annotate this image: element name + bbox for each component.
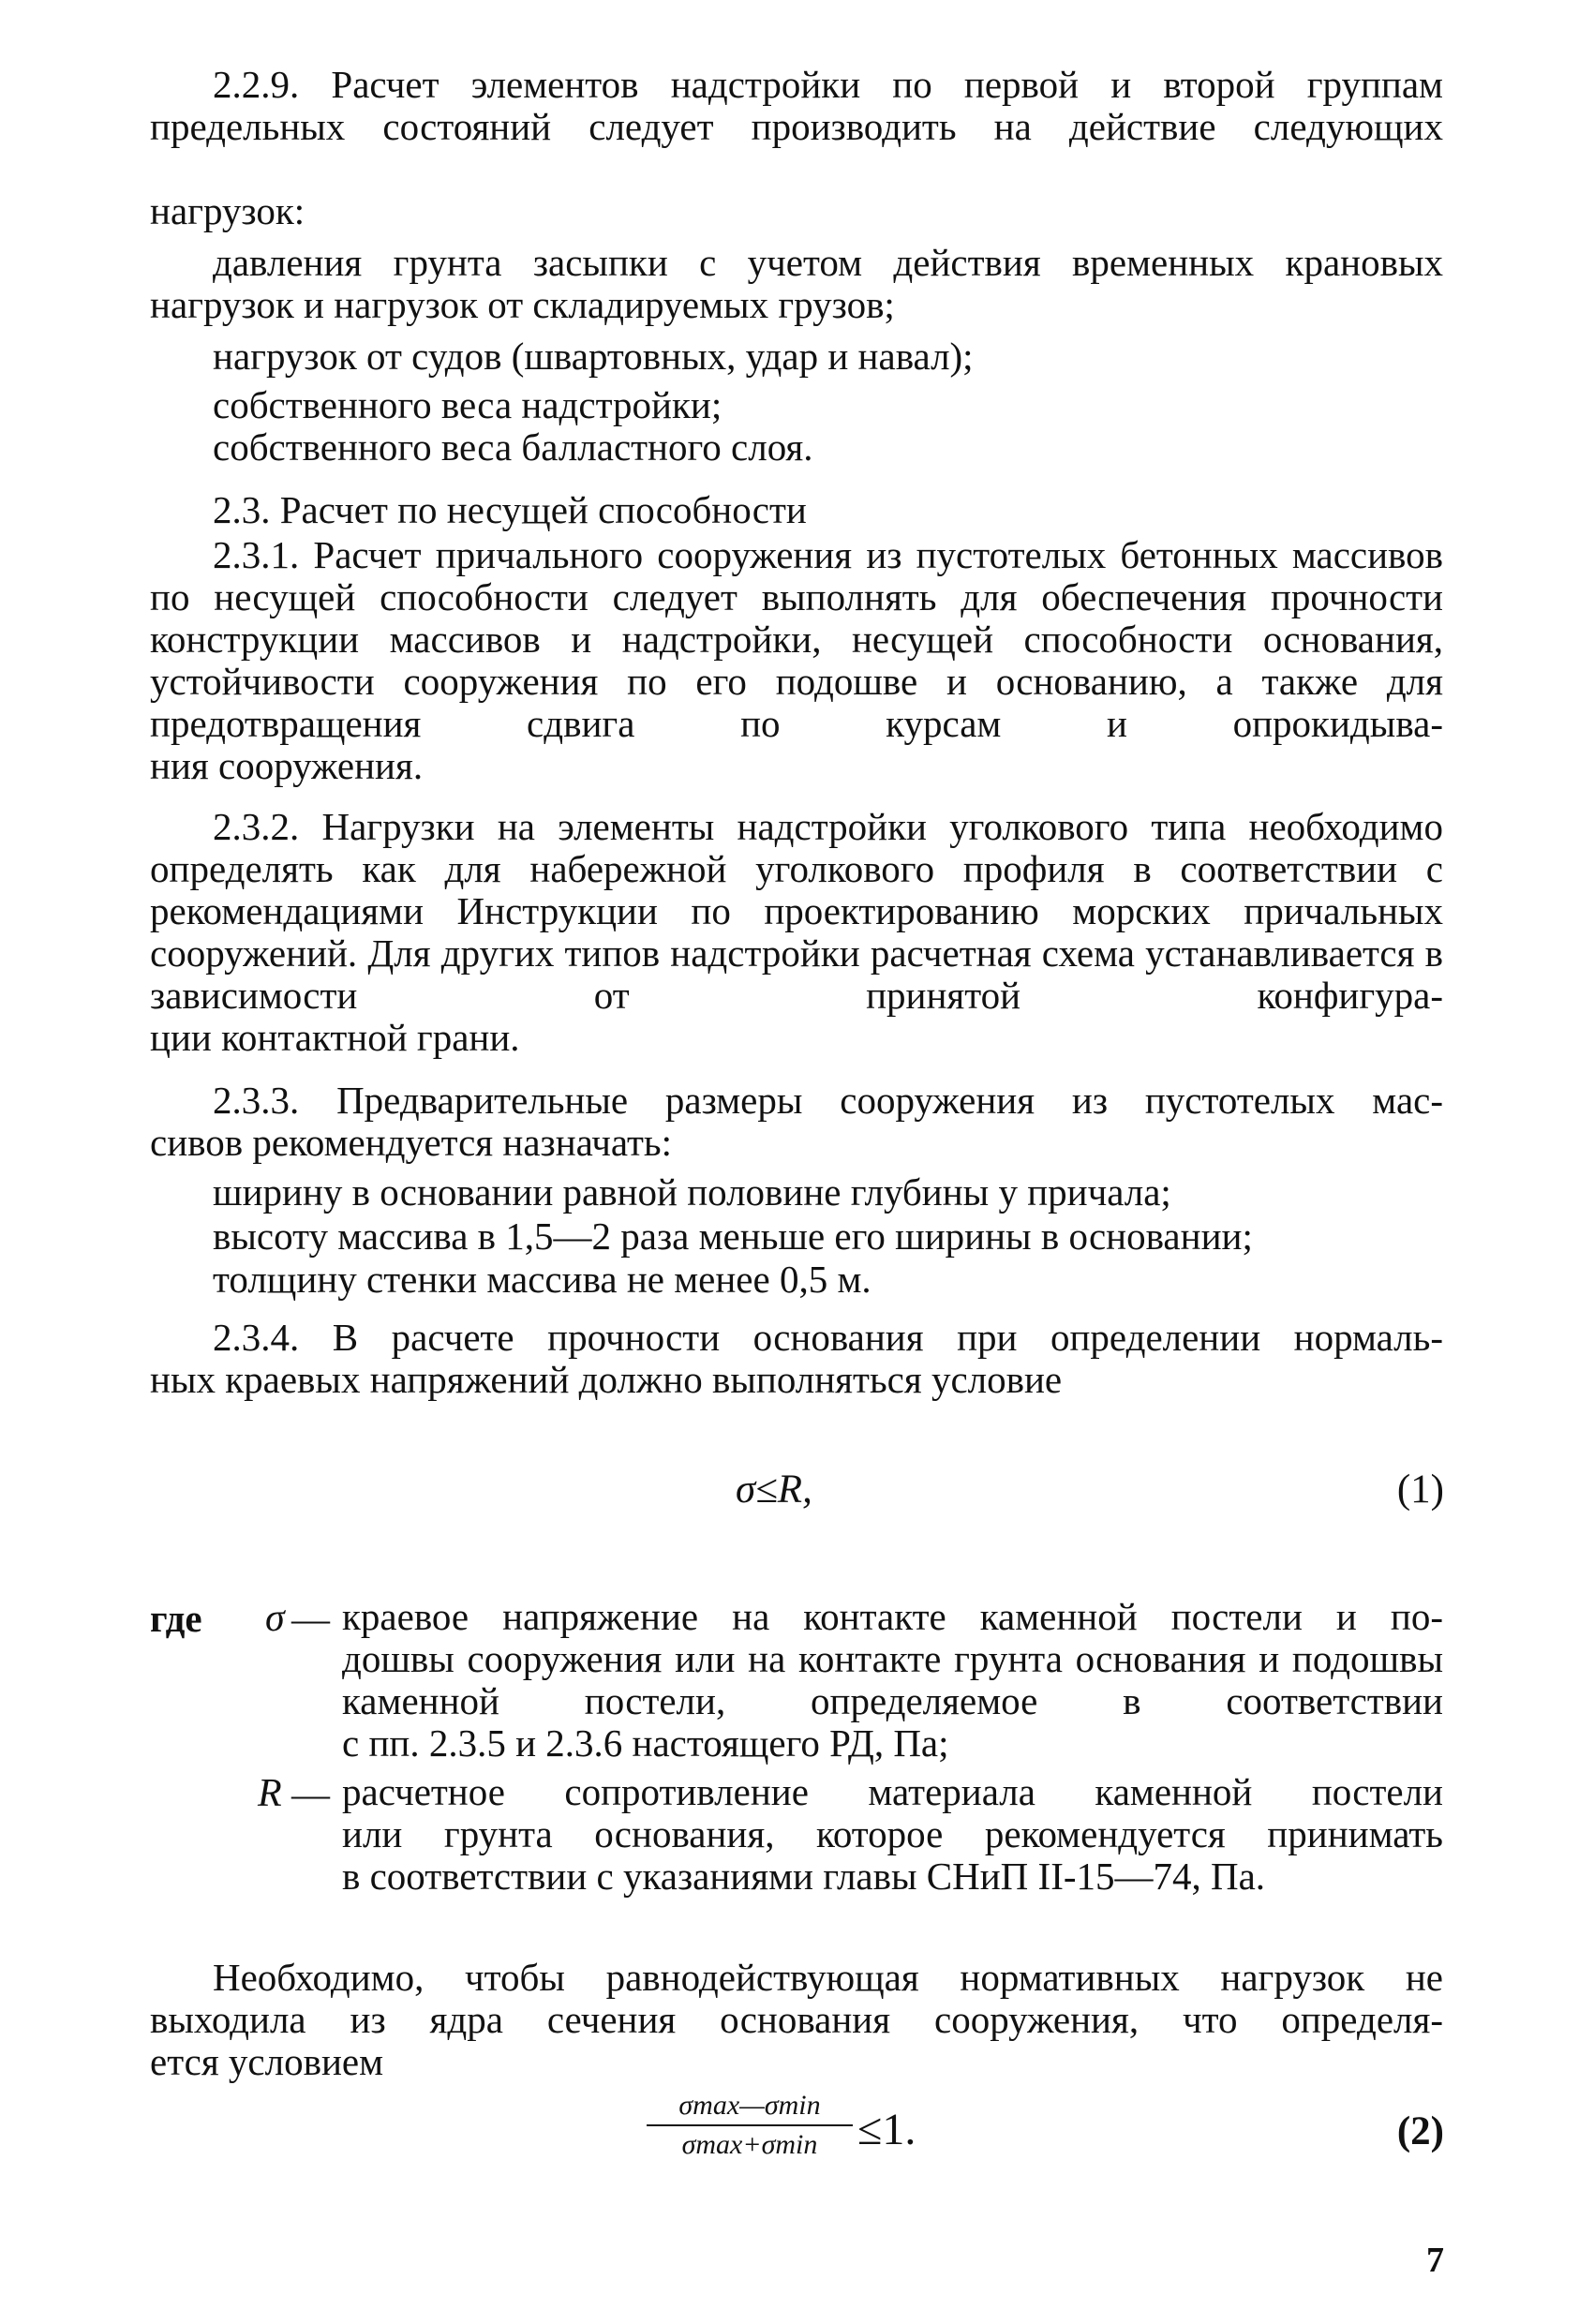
load-item-soil-pressure: давления грунта засыпки с учетом действия временных крановых bbox=[213, 241, 1443, 284]
sigma-definition-line-1: краевое напряжение на контакте каменной постели и по- bbox=[342, 1595, 1443, 1638]
page-number: 7 bbox=[1426, 2241, 1444, 2280]
load-item-soil-pressure-end: нагрузок и нагрузок от складируемых грузов; bbox=[150, 283, 895, 326]
equation-2-number: (2) bbox=[1396, 2109, 1444, 2153]
r-definition-line-2: или грунта основания, которое рекомендуется принимать bbox=[342, 1812, 1443, 1855]
equation-1: σ≤R, bbox=[736, 1467, 812, 1512]
equation-2-fraction bbox=[647, 2090, 853, 2161]
paragraph-2-3-1: 2.3.1. Расчет причального сооружения из пустотелых бетонных массивов по несущей способности следует выполнять для обеспечения прочности конструкции массивов и надстройки, несущей способности основания, устойчивости сооружения по его подошве и основанию, а также для предотвращения сдвига по курсам и опрокидыва- bbox=[150, 533, 1443, 745]
fraction-bar bbox=[647, 2124, 853, 2126]
paragraph-2-3-3: 2.3.3. Предварительные размеры сооружения из пустотелых мас- bbox=[213, 1079, 1443, 1122]
sigma-definition-end: с пп. 2.3.5 и 2.3.6 настоящего РД, Па; bbox=[342, 1721, 949, 1765]
r-dash: — bbox=[291, 1772, 330, 1815]
paragraph-2-3-1-end: ния сооружения. bbox=[150, 744, 424, 787]
sigma-symbol: σ bbox=[265, 1597, 285, 1640]
sigma-definition-lines-2-3: дошвы сооружения или на контакте грунта основания и подошвы каменной постели, определяемое в соответствии bbox=[342, 1637, 1443, 1722]
where-label: где bbox=[150, 1597, 202, 1640]
paragraph-2-2-9: 2.2.9. Расчет элементов надстройки по первой и второй группам предельных состояний следует производить на действие следующих bbox=[150, 63, 1443, 148]
paragraph-2-3-3-end: сивов рекомендуется назначать: bbox=[150, 1121, 673, 1164]
r-symbol: R bbox=[258, 1772, 282, 1815]
paragraph-condition-end: ется условием bbox=[150, 2040, 384, 2083]
paragraph-2-3-2-end: ции контактной грани. bbox=[150, 1016, 520, 1059]
fraction-numerator: σmax—σmin bbox=[678, 2090, 821, 2121]
load-item-ballast: собственного веса балластного слоя. bbox=[213, 425, 813, 469]
equation-1-number: (1) bbox=[1396, 1467, 1444, 1512]
paragraph-2-3-4: 2.3.4. В расчете прочности основания при определении нормаль- bbox=[213, 1316, 1443, 1359]
paragraph-2-3-2: 2.3.2. Нагрузки на элементы надстройки уголкового типа необходимо определять как для набережной уголкового профиля в соответствии с рекомендациями Инструкции по проектированию морских причальных сооружений. Для других типов надстройки расчетная схема устанавливается в зависимости от принятой конфигура- bbox=[150, 805, 1443, 1017]
size-item-height: высоту массива в 1,5—2 раза меньше его ширины в основании; bbox=[213, 1214, 1253, 1258]
load-item-ships: нагрузок от судов (швартовных, удар и навал); bbox=[213, 335, 974, 378]
paragraph-condition: Необходимо, чтобы равнодействующая нормативных нагрузок не выходила из ядра сечения основания сооружения, что определя- bbox=[150, 1956, 1443, 2041]
section-heading-2-3: 2.3. Расчет по несущей способности bbox=[213, 488, 807, 531]
sigma-dash: — bbox=[291, 1597, 330, 1640]
size-item-width: ширину в основании равной половине глубины у причала; bbox=[213, 1170, 1171, 1214]
size-item-wall: толщину стенки массива не менее 0,5 м. bbox=[213, 1258, 871, 1301]
equation-2-rhs: ≤1. bbox=[857, 2105, 916, 2154]
fraction-denominator: σmax+σmin bbox=[681, 2129, 818, 2160]
r-definition-end: в соответствии с указаниями главы СНиП II-15—74, Па. bbox=[342, 1855, 1266, 1898]
paragraph-2-3-4-end: ных краевых напряжений должно выполняться условие bbox=[150, 1358, 1063, 1401]
r-definition-line-1: расчетное сопротивление материала каменной постели bbox=[342, 1770, 1443, 1813]
paragraph-2-2-9-end: нагрузок: bbox=[150, 189, 305, 232]
load-item-self-weight: собственного веса надстройки; bbox=[213, 383, 723, 426]
